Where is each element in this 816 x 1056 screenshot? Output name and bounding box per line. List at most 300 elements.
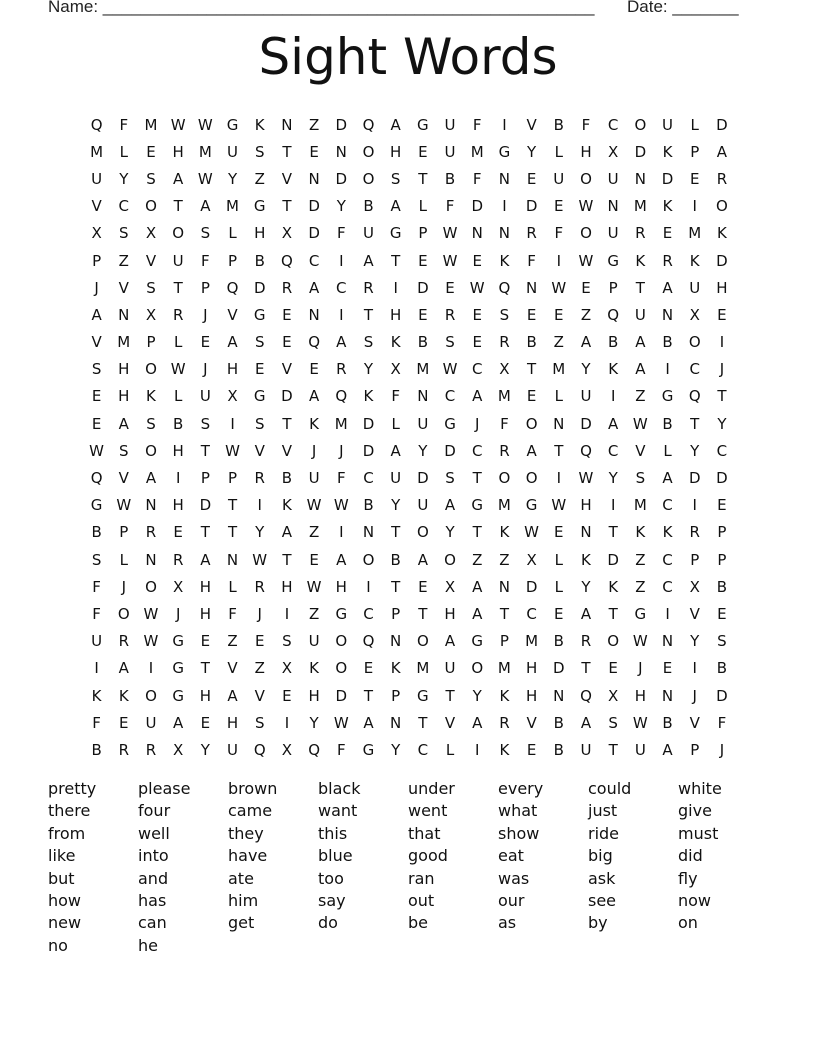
grid-letter: G xyxy=(335,604,348,623)
grid-letter: X xyxy=(173,740,184,759)
grid-letter: I xyxy=(692,496,697,515)
grid-letter: F xyxy=(92,713,101,732)
grid-letter: S xyxy=(254,142,265,161)
grid-letter: W xyxy=(143,632,159,651)
grid-letter: Z xyxy=(254,659,265,678)
grid-letter: E xyxy=(282,333,292,352)
grid-letter: P xyxy=(228,469,238,488)
grid-letter: S xyxy=(499,305,510,324)
grid-letter: Y xyxy=(200,740,210,759)
grid-letter: U xyxy=(417,414,429,433)
word-bank-item: could xyxy=(588,779,632,798)
grid-letter: A xyxy=(662,278,673,297)
grid-letter: A xyxy=(308,278,320,297)
word-bank-item: have xyxy=(228,846,268,866)
grid-letter: L xyxy=(228,224,237,243)
grid-letter: N xyxy=(661,305,674,324)
grid-letter: P xyxy=(608,278,618,297)
grid-letter: N xyxy=(390,713,402,732)
grid-letter: S xyxy=(146,169,156,188)
grid-letter: M xyxy=(198,142,212,161)
grid-letter: P xyxy=(499,632,509,651)
grid-letter: L xyxy=(690,115,699,134)
word-bank-item: they xyxy=(228,823,264,843)
grid-letter: K xyxy=(390,659,401,678)
grid-letter: O xyxy=(362,169,375,188)
grid-letter: D xyxy=(308,197,320,216)
grid-letter: E xyxy=(581,278,591,297)
grid-letter: G xyxy=(253,197,266,216)
grid-letter: L xyxy=(228,577,237,596)
grid-letter: E xyxy=(200,713,211,732)
grid-letter: R xyxy=(662,251,673,270)
grid-letter: P xyxy=(717,523,727,542)
grid-letter: M xyxy=(90,142,104,161)
grid-letter: N xyxy=(553,414,565,433)
grid-letter: T xyxy=(472,523,482,542)
grid-letter: X xyxy=(689,305,700,324)
grid-letter: E xyxy=(662,659,673,678)
grid-letter: Y xyxy=(227,169,238,188)
grid-letter: Y xyxy=(608,469,618,488)
grid-letter: X xyxy=(608,142,619,161)
grid-letter: R xyxy=(172,305,184,324)
grid-letter: K xyxy=(118,686,129,705)
word-bank-item: like xyxy=(48,846,76,866)
grid-letter: D xyxy=(471,197,483,216)
grid-letter: D xyxy=(444,441,456,460)
grid-letter: K xyxy=(662,197,673,216)
grid-letter: E xyxy=(363,659,374,678)
grid-letter: P xyxy=(391,686,401,705)
grid-letter: A xyxy=(444,632,456,651)
grid-letter: O xyxy=(416,632,429,651)
grid-letter: K xyxy=(635,251,646,270)
grid-letter: O xyxy=(145,686,157,705)
grid-letter: C xyxy=(363,469,374,488)
grid-letter: O xyxy=(444,550,456,569)
grid-letter: Z xyxy=(580,305,592,324)
grid-letter: E xyxy=(554,523,564,542)
word-bank-item: every xyxy=(498,779,544,798)
grid-letter: P xyxy=(690,740,700,759)
grid-letter: V xyxy=(281,360,293,379)
word-bank-item: ask xyxy=(588,868,616,888)
grid-letter: O xyxy=(117,604,130,623)
grid-letter: E xyxy=(91,387,102,406)
grid-letter: R xyxy=(363,278,374,297)
grid-letter: H xyxy=(172,441,184,460)
word-bank-item: what xyxy=(498,801,538,821)
grid-letter: A xyxy=(580,713,592,732)
grid-letter: L xyxy=(554,387,563,406)
grid-letter: J xyxy=(121,577,126,596)
grid-letter: E xyxy=(662,224,673,243)
grid-letter: Z xyxy=(118,251,129,270)
grid-letter: N xyxy=(118,305,130,324)
grid-letter: T xyxy=(282,414,292,433)
word-bank-item: do xyxy=(318,913,338,933)
grid-letter: T xyxy=(391,523,401,542)
grid-letter: Z xyxy=(254,169,265,188)
grid-letter: J xyxy=(311,441,317,460)
grid-letter: Y xyxy=(445,523,455,542)
grid-letter: V xyxy=(281,169,293,188)
grid-letter: B xyxy=(662,713,673,732)
grid-letter: M xyxy=(633,197,647,216)
grid-letter: F xyxy=(119,115,129,134)
word-bank-item: white xyxy=(678,779,722,798)
grid-letter: X xyxy=(281,224,293,243)
grid-letter: K xyxy=(499,523,510,542)
grid-letter: L xyxy=(554,142,563,161)
grid-letter: S xyxy=(91,550,102,569)
word-bank-item: good xyxy=(408,846,448,866)
grid-letter: N xyxy=(471,224,483,243)
grid-letter: O xyxy=(362,142,375,161)
grid-letter: V xyxy=(281,441,293,460)
grid-letter: I xyxy=(339,305,344,324)
grid-letter: R xyxy=(689,523,700,542)
grid-letter: Y xyxy=(309,713,319,732)
word-bank-item: show xyxy=(498,823,540,843)
word-bank-item: but xyxy=(48,868,75,888)
grid-letter: W xyxy=(524,523,540,542)
grid-letter: W xyxy=(252,550,268,569)
grid-letter: D xyxy=(688,469,701,488)
grid-letter: U xyxy=(308,632,320,651)
grid-letter: G xyxy=(253,305,266,324)
word-bank-item: see xyxy=(588,890,617,910)
grid-letter: V xyxy=(91,197,102,216)
grid-letter: N xyxy=(498,169,511,188)
word-bank-item: ran xyxy=(408,868,435,888)
grid-letter: S xyxy=(119,441,129,460)
grid-letter: K xyxy=(363,387,374,406)
grid-letter: O xyxy=(335,659,348,678)
grid-letter: S xyxy=(200,414,211,433)
grid-letter: M xyxy=(497,387,511,406)
grid-letter: U xyxy=(91,632,103,651)
word-bank-item: now xyxy=(678,890,712,910)
grid-letter: K xyxy=(716,224,727,243)
grid-letter: A xyxy=(444,496,456,515)
grid-letter: Q xyxy=(498,278,511,297)
grid-letter: T xyxy=(608,740,618,759)
grid-letter: T xyxy=(418,713,428,732)
grid-letter: E xyxy=(554,305,564,324)
grid-letter: H xyxy=(580,142,592,161)
grid-letter: A xyxy=(336,550,347,569)
grid-letter: S xyxy=(119,224,129,243)
grid-letter: G xyxy=(607,251,619,270)
grid-letter: W xyxy=(632,713,648,732)
grid-letter: E xyxy=(309,550,319,569)
grid-letter: W xyxy=(116,496,132,515)
grid-letter: H xyxy=(118,360,130,379)
grid-letter: A xyxy=(227,686,238,705)
word-bank-item: and xyxy=(138,868,169,888)
grid-letter: I xyxy=(339,523,344,542)
grid-letter: T xyxy=(200,523,210,542)
grid-letter: U xyxy=(580,387,592,406)
grid-letter: S xyxy=(390,169,401,188)
grid-letter: F xyxy=(201,251,210,270)
grid-letter: N xyxy=(634,169,646,188)
grid-letter: D xyxy=(335,169,348,188)
word-bank-item: how xyxy=(48,890,82,910)
grid-letter: E xyxy=(254,360,265,379)
grid-letter: N xyxy=(281,115,293,134)
grid-letter: T xyxy=(608,604,618,623)
grid-letter: N xyxy=(308,169,320,188)
grid-letter: X xyxy=(689,577,700,596)
grid-letter: A xyxy=(390,115,401,134)
grid-letter: E xyxy=(309,360,319,379)
grid-letter: N xyxy=(417,387,429,406)
grid-letter: D xyxy=(716,469,728,488)
grid-letter: L xyxy=(173,387,183,406)
word-bank-item: pretty xyxy=(48,779,97,798)
grid-letter: T xyxy=(200,441,210,460)
grid-letter: U xyxy=(580,740,592,759)
grid-letter: A xyxy=(580,604,592,623)
grid-letter: R xyxy=(118,632,129,651)
grid-letter: O xyxy=(362,550,375,569)
grid-letter: S xyxy=(608,713,618,732)
grid-letter: L xyxy=(554,577,563,596)
grid-letter: V xyxy=(254,441,265,460)
grid-letter: M xyxy=(226,197,239,216)
grid-letter: X xyxy=(608,686,619,705)
grid-letter: P xyxy=(200,278,210,297)
grid-letter: J xyxy=(203,360,208,379)
grid-letter: T xyxy=(581,659,591,678)
grid-letter: C xyxy=(308,251,320,270)
word-bank-item: out xyxy=(408,890,435,910)
grid-letter: H xyxy=(308,686,320,705)
grid-letter: F xyxy=(554,224,564,243)
grid-letter: R xyxy=(118,740,129,759)
grid-letter: A xyxy=(580,333,592,352)
grid-letter: D xyxy=(308,224,320,243)
grid-letter: T xyxy=(173,197,183,216)
grid-letter: W xyxy=(89,441,105,460)
grid-letter: I xyxy=(665,604,670,623)
grid-letter: A xyxy=(91,305,102,324)
grid-letter: Y xyxy=(527,142,537,161)
grid-letter: I xyxy=(175,469,181,488)
grid-letter: I xyxy=(393,278,398,297)
grid-letter: U xyxy=(607,224,619,243)
grid-letter: T xyxy=(282,550,292,569)
grid-letter: Q xyxy=(335,387,348,406)
grid-letter: M xyxy=(497,659,511,678)
grid-letter: S xyxy=(717,632,727,651)
word-bank-item: must xyxy=(678,823,719,843)
grid-letter: E xyxy=(91,414,102,433)
grid-letter: T xyxy=(363,686,374,705)
grid-letter: B xyxy=(363,197,374,216)
grid-letter: F xyxy=(391,387,400,406)
grid-letter: C xyxy=(336,278,347,297)
grid-letter: N xyxy=(145,550,157,569)
grid-letter: E xyxy=(282,686,292,705)
grid-letter: A xyxy=(390,441,401,460)
grid-letter: G xyxy=(498,142,511,161)
grid-letter: K xyxy=(635,523,646,542)
grid-letter: V xyxy=(635,441,646,460)
word-bank-item: want xyxy=(318,801,358,821)
grid-letter: E xyxy=(418,577,428,596)
grid-letter: K xyxy=(608,577,619,596)
grid-letter: E xyxy=(418,251,428,270)
grid-letter: E xyxy=(472,251,482,270)
grid-letter: Z xyxy=(227,632,238,651)
grid-letter: G xyxy=(444,414,456,433)
grid-letter: Z xyxy=(499,550,510,569)
grid-letter: U xyxy=(634,740,646,759)
grid-letter: S xyxy=(200,224,211,243)
grid-letter: F xyxy=(336,740,346,759)
grid-letter: A xyxy=(363,251,374,270)
grid-letter: S xyxy=(282,632,292,651)
grid-letter: R xyxy=(336,360,347,379)
grid-letter: Y xyxy=(255,523,265,542)
grid-letter: F xyxy=(472,169,482,188)
word-bank-item: well xyxy=(138,823,170,843)
grid-letter: D xyxy=(580,414,592,433)
grid-letter: K xyxy=(499,251,510,270)
grid-letter: I xyxy=(339,251,344,270)
grid-letter: A xyxy=(472,577,483,596)
grid-letter: S xyxy=(146,414,156,433)
grid-letter: B xyxy=(91,523,102,542)
grid-letter: A xyxy=(662,740,673,759)
grid-letter: Z xyxy=(308,523,320,542)
grid-letter: W xyxy=(578,251,594,270)
grid-letter: E xyxy=(526,305,537,324)
word-bank-item: black xyxy=(318,779,361,798)
grid-letter: Y xyxy=(581,577,591,596)
grid-letter: T xyxy=(391,251,401,270)
grid-letter: Y xyxy=(391,496,401,515)
word-bank-item: him xyxy=(228,890,259,910)
grid-letter: D xyxy=(335,115,348,134)
grid-letter: F xyxy=(336,224,346,243)
grid-letter: C xyxy=(444,387,456,406)
word-bank-item: fly xyxy=(678,868,698,888)
grid-letter: A xyxy=(472,387,483,406)
grid-letter: A xyxy=(608,414,619,433)
grid-letter: X xyxy=(91,224,102,243)
grid-letter: D xyxy=(417,278,429,297)
grid-letter: F xyxy=(92,577,101,596)
grid-letter: T xyxy=(173,278,183,297)
grid-letter: D xyxy=(417,469,429,488)
grid-letter: A xyxy=(145,469,157,488)
grid-letter: R xyxy=(145,523,157,542)
grid-letter: K xyxy=(689,251,700,270)
grid-letter: C xyxy=(689,360,700,379)
grid-letter: U xyxy=(444,659,456,678)
grid-letter: O xyxy=(580,169,592,188)
grid-letter: N xyxy=(362,523,375,542)
grid-letter: D xyxy=(607,550,619,569)
grid-letter: B xyxy=(417,333,428,352)
grid-letter: D xyxy=(525,577,538,596)
grid-letter: J xyxy=(257,604,262,623)
grid-letter: R xyxy=(580,632,592,651)
grid-letter: Q xyxy=(90,115,103,134)
grid-letter: K xyxy=(581,550,591,569)
grid-letter: A xyxy=(635,360,646,379)
grid-letter: X xyxy=(281,659,293,678)
name-field-line: Name: ____________________________________________________ xyxy=(48,0,595,16)
grid-letter: Q xyxy=(580,686,592,705)
grid-letter: N xyxy=(145,496,157,515)
grid-letter: N xyxy=(607,197,619,216)
grid-letter: Z xyxy=(635,387,646,406)
grid-letter: Y xyxy=(690,441,700,460)
grid-letter: X xyxy=(227,387,238,406)
grid-letter: H xyxy=(226,713,239,732)
grid-letter: O xyxy=(172,224,185,243)
grid-letter: A xyxy=(635,333,646,352)
grid-letter: K xyxy=(146,387,156,406)
grid-letter: B xyxy=(553,713,564,732)
grid-letter: M xyxy=(688,224,702,243)
word-bank-item: has xyxy=(138,890,167,910)
grid-letter: N xyxy=(308,305,320,324)
grid-letter: W xyxy=(197,115,213,134)
grid-letter: N xyxy=(661,632,674,651)
grid-letter: D xyxy=(199,496,212,515)
word-bank-item: was xyxy=(498,868,530,888)
grid-letter: G xyxy=(253,387,266,406)
grid-letter: T xyxy=(227,496,238,515)
grid-letter: H xyxy=(172,496,184,515)
grid-letter: M xyxy=(416,659,430,678)
grid-letter: T xyxy=(635,278,645,297)
grid-letter: B xyxy=(553,740,564,759)
grid-letter: C xyxy=(118,197,130,216)
grid-letter: N xyxy=(335,142,347,161)
grid-letter: T xyxy=(200,659,210,678)
grid-letter: O xyxy=(471,659,484,678)
grid-letter: G xyxy=(471,496,484,515)
grid-letter: G xyxy=(417,115,429,134)
grid-letter: E xyxy=(254,632,265,651)
word-bank-item: new xyxy=(48,913,82,933)
grid-letter: G xyxy=(172,632,184,651)
grid-letter: I xyxy=(284,713,290,732)
grid-letter: M xyxy=(144,115,158,134)
word-bank-item: our xyxy=(498,890,525,910)
grid-letter: B xyxy=(608,333,619,352)
grid-letter: T xyxy=(472,469,482,488)
grid-letter: Q xyxy=(308,333,320,352)
grid-letter: E xyxy=(418,142,428,161)
grid-letter: V xyxy=(689,713,700,732)
grid-letter: C xyxy=(607,441,619,460)
grid-letter: E xyxy=(309,142,319,161)
grid-letter: U xyxy=(227,740,239,759)
grid-letter: X xyxy=(281,740,293,759)
grid-letter: L xyxy=(173,333,183,352)
grid-letter: A xyxy=(526,441,537,460)
grid-letter: N xyxy=(661,686,674,705)
